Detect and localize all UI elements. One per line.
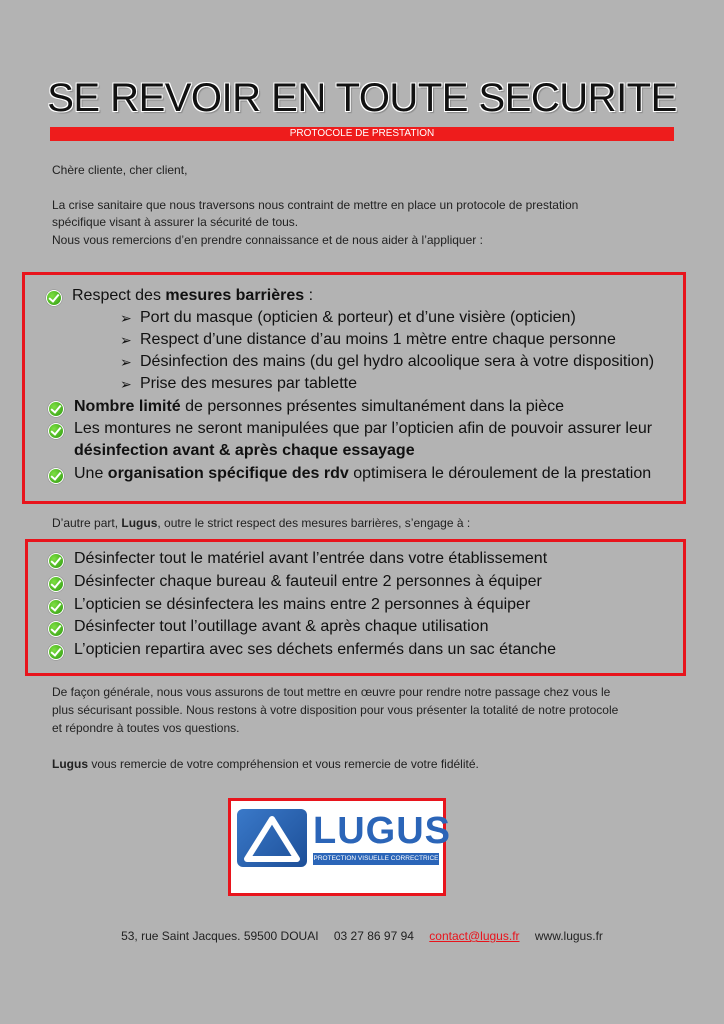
list-item-continuation: désinfection avant & après chaque essayage	[74, 442, 415, 459]
check-icon	[48, 553, 64, 569]
commitment-intro: D’autre part, Lugus, outre le strict respect des mesures barrières, s’engage à :	[52, 516, 471, 530]
check-icon	[46, 290, 62, 306]
arrow-bullet-icon: ➢	[120, 310, 132, 326]
footer-contact	[0, 929, 724, 943]
footer-website[interactable]: www.lugus.fr	[534, 929, 603, 943]
closing-line-3: et répondre à toutes vos questions.	[52, 721, 240, 735]
check-icon	[48, 468, 64, 484]
list-item: L’opticien repartira avec ses déchets enfermés dans un sac étanche	[74, 641, 557, 658]
sub-list-item: Prise des mesures par tablette	[140, 375, 357, 392]
list-item: Désinfecter tout l’outillage avant & après chaque utilisation	[74, 618, 489, 635]
closing-line-1: De façon générale, nous vous assurons de tout mettre en œuvre pour rendre notre passage chez vous le	[52, 685, 611, 699]
logo-wordmark: LUGUS	[313, 810, 451, 852]
check-icon	[48, 401, 64, 417]
greeting: Chère cliente, cher client,	[52, 163, 188, 177]
sub-list-item: Respect d’une distance d’au moins 1 mètre entre chaque personne	[140, 331, 616, 348]
brand-logo	[228, 798, 451, 896]
intro-line-1: La crise sanitaire que nous traversons nous contraint de mettre en place un protocole de prestation	[52, 198, 579, 212]
arrow-bullet-icon: ➢	[120, 354, 132, 370]
arrow-bullet-icon: ➢	[120, 332, 132, 348]
list-item: Désinfecter chaque bureau & fauteuil entre 2 personnes à équiper	[74, 573, 542, 590]
triangle-logo-icon	[237, 809, 307, 867]
footer-address: 53, rue Saint Jacques. 59500 DOUAI	[121, 929, 319, 943]
intro-line-2: spécifique visant à assurer la sécurité de tous.	[52, 215, 299, 229]
intro-line-3: Nous vous remercions d’en prendre connaissance et de nous aider à l’appliquer :	[52, 233, 483, 247]
sub-list-item: Port du masque (opticien & porteur) et d’une visière (opticien)	[140, 309, 576, 326]
thanks-line: Lugus vous remercie de votre compréhension et vous remercie de votre fidélité.	[52, 757, 479, 771]
sub-list-item: Désinfection des mains (du gel hydro alcoolique sera à votre disposition)	[140, 353, 655, 370]
footer-email-link[interactable]: contact@lugus.fr	[429, 929, 520, 943]
subtitle-banner: PROTOCOLE DE PRESTATION	[50, 127, 674, 141]
list-item: Les montures ne seront manipulées que par l’opticien afin de pouvoir assurer leur	[74, 420, 653, 437]
list-item: Respect des mesures barrières :	[72, 287, 314, 304]
list-item: L’opticien se désinfectera les mains entre 2 personnes à équiper	[74, 596, 531, 613]
page-title: SE REVOIR EN TOUTE SECURITE	[47, 76, 677, 120]
list-item: Nombre limité de personnes présentes simultanément dans la pièce	[74, 398, 565, 415]
footer-phone: 03 27 86 97 94	[333, 929, 414, 943]
check-icon	[48, 644, 64, 660]
list-item: Une organisation spécifique des rdv optimisera le déroulement de la prestation	[74, 465, 652, 482]
check-icon	[48, 599, 64, 615]
list-item: Désinfecter tout le matériel avant l’entrée dans votre établissement	[74, 550, 548, 567]
check-icon	[48, 423, 64, 439]
check-icon	[48, 621, 64, 637]
arrow-bullet-icon: ➢	[120, 376, 132, 392]
logo-tagline: PROTECTION VISUELLE CORRECTRICE	[313, 853, 439, 865]
closing-line-2: plus sécurisant possible. Nous restons à votre disposition pour vous présenter la totalité de notre protocole	[52, 703, 619, 717]
check-icon	[48, 576, 64, 592]
